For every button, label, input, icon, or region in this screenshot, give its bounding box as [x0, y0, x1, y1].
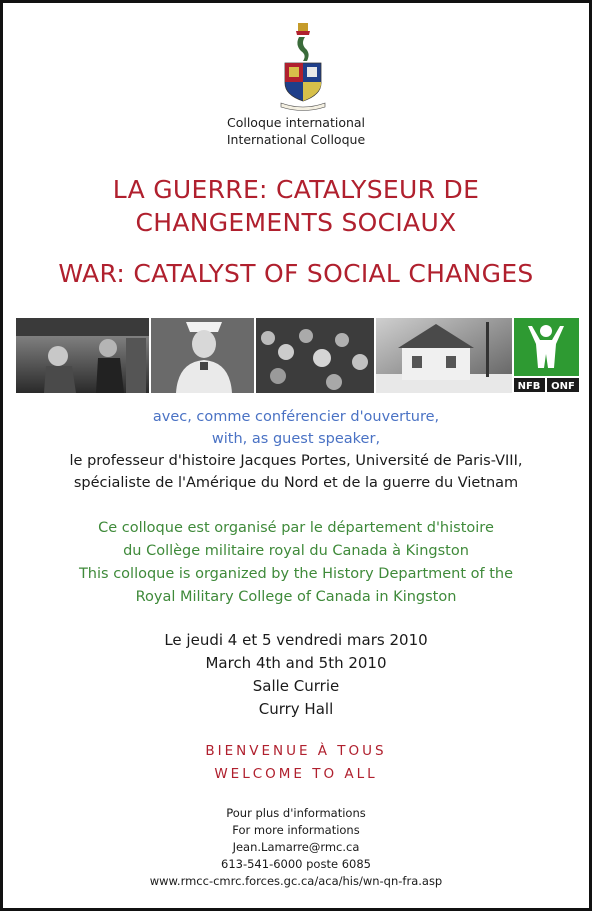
contact-website[interactable]: www.rmcc-cmrc.forces.gc.ca/aca/his/wn-qn-fra.asp: [149, 874, 443, 888]
title-fr-line1: LA GUERRE: CATALYSEUR DE: [112, 175, 480, 204]
nfb-onf-logo: [514, 318, 579, 393]
event-date-fr: Le jeudi 4 et 5 vendredi mars 2010: [164, 631, 428, 649]
college-crest-icon: [277, 21, 329, 115]
speaker-details: [3, 450, 589, 494]
speaker-intro-en: with, as guest speaker,: [211, 431, 381, 447]
nfb-label: NFB: [517, 381, 541, 392]
title-en-text: WAR: CATALYST OF SOCIAL CHANGES: [58, 259, 534, 288]
welcome-fr: BIENVENUE À TOUS: [205, 743, 387, 759]
speaker-line1: le professeur d'histoire Jacques Portes, Université de Paris-VIII,: [69, 453, 523, 469]
photo-crowd: [256, 318, 374, 393]
contact-more-en: For more informations: [232, 823, 360, 837]
photo-strip: [16, 318, 579, 393]
title-en: [3, 257, 589, 290]
welcome-en: WELCOME TO ALL: [214, 766, 378, 782]
organizer-en-line1: This colloque is organized by the History Department of the: [78, 566, 514, 582]
speaker-intro-fr: avec, comme conférencier d'ouverture,: [152, 409, 440, 425]
event-venue-en: Curry Hall: [258, 700, 334, 718]
contact-phone: 613-541-6000 poste 6085: [221, 857, 371, 871]
contact-more-fr: Pour plus d'informations: [226, 806, 366, 820]
organizer-fr-line2: du Collège militaire royal du Canada à Kingston: [123, 543, 469, 559]
organizer-block: [3, 517, 589, 609]
organizer-fr-line1: Ce colloque est organisé par le département d'histoire: [98, 520, 494, 536]
event-details: [3, 629, 589, 721]
tagline-fr: Colloque international: [226, 115, 366, 130]
contact-email[interactable]: Jean.Lamarre@rmc.ca: [232, 840, 360, 854]
welcome-block: [3, 740, 589, 786]
onf-label: ONF: [551, 381, 575, 392]
event-venue-fr: Salle Currie: [252, 677, 340, 695]
speaker-intro: [3, 406, 589, 450]
photo-nurse: [151, 318, 254, 393]
photo-house: [376, 318, 512, 393]
photo-refugees: [16, 318, 149, 393]
contact-block: [3, 805, 589, 890]
tagline: [3, 114, 589, 148]
title-fr-line2: CHANGEMENTS SOCIAUX: [135, 208, 457, 237]
title-fr: [3, 173, 589, 239]
tagline-en: International Colloque: [226, 132, 366, 147]
event-date-en: March 4th and 5th 2010: [205, 654, 387, 672]
organizer-en-line2: Royal Military College of Canada in Kingston: [135, 589, 457, 605]
speaker-line2: spécialiste de l'Amérique du Nord et de la guerre du Vietnam: [73, 475, 519, 491]
